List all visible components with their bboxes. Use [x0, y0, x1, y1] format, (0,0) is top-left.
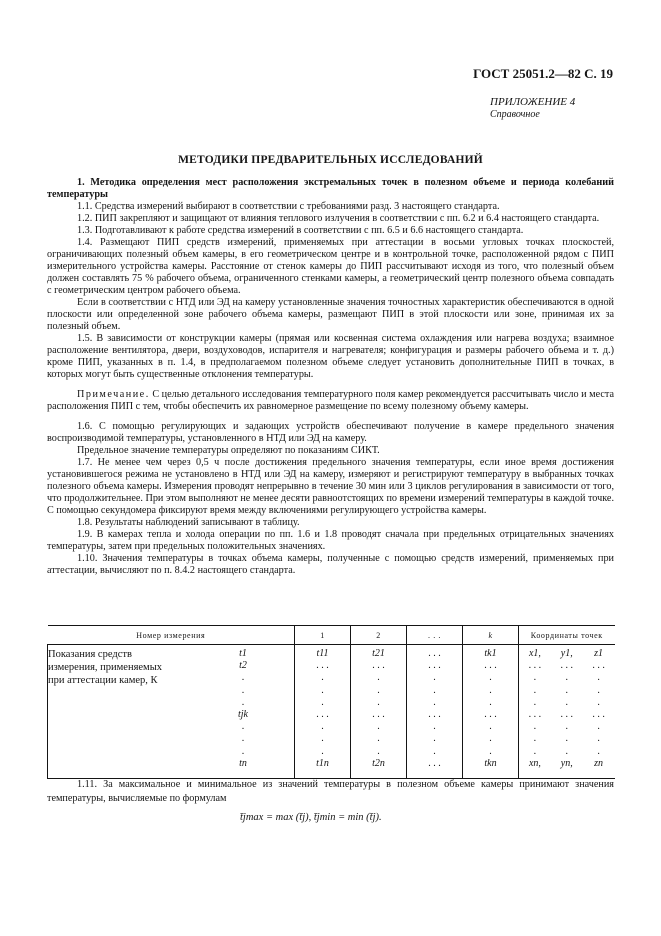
column-x [519, 645, 551, 770]
data-cell [463, 645, 519, 779]
table-value: . [321, 733, 324, 745]
table-value: . [565, 684, 568, 696]
table-value: . [489, 721, 492, 733]
header-cell: 2 [351, 626, 407, 645]
table-value: . . . [372, 708, 385, 720]
table-value: . [533, 745, 537, 757]
table-value: . . . [528, 708, 542, 720]
table-value: . [377, 684, 380, 696]
table-value: tkn [484, 757, 497, 769]
table-value: . [377, 721, 380, 733]
table-value: . . . [528, 660, 542, 672]
table-value: . . . [560, 660, 573, 672]
table-value: . [433, 672, 436, 684]
paragraph-1-11: 1.11. За максимальное и минимальное из значений температуры в полезном объеме камеры принимают значения температуры, вычисляемые по формулам [47, 779, 614, 804]
page-header: ГОСТ 25051.2—82 С. 19 [473, 66, 613, 81]
table-value: . . . [428, 648, 441, 659]
table-value: . [533, 721, 537, 733]
table-value: . . . [428, 660, 441, 672]
row-label: Показания средств измерения, применяемых при аттестации камер, К [48, 649, 163, 686]
header-cell: Номер измерения [48, 626, 295, 645]
table-value: . [597, 733, 600, 745]
header-cell: . . . [407, 626, 463, 645]
table-value: . . . [428, 757, 441, 769]
table-value: t21 [372, 648, 385, 659]
table-value: . [489, 733, 492, 745]
table-value: . [597, 684, 600, 696]
table-value: yn, [560, 757, 573, 769]
section-title: МЕТОДИКИ ПРЕДВАРИТЕЛЬНЫХ ИССЛЕДОВАНИЙ [178, 154, 483, 166]
table-value: . [433, 745, 436, 757]
paragraph: Предельное значение температуры определяют по показаниям СИКТ. [77, 445, 380, 456]
table-value: . [565, 745, 568, 757]
paragraph: 1.5. В зависимости от конструкции камеры (прямая или косвенная система охлаждения или нагрева воздуха; взаимное расположение вентилятора, двери, воздуховодов, испарителя и нагревателя; конфигурация и размеры рабочего объема и т. д.) кроме ПИП, указанных в п. 1.4, в предполагаемом полезном объеме следует установить дополнительные ПИП в точках, в которых могут быть существенные отклонения температуры. [47, 333, 614, 380]
column-z [583, 645, 615, 770]
table-value: . . . [592, 660, 605, 672]
table-value: . [565, 696, 568, 708]
table-value: . [377, 733, 380, 745]
table-value: . [241, 672, 245, 684]
table-value: . [241, 696, 245, 708]
table-value: . [565, 672, 568, 684]
paragraph: 1.7. Не менее чем через 0,5 ч после достижения предельного значения температуры, если иное время достижения установившегося режима не установлено в НТД или ЭД на камеру, измеряют и регистрируют температуру в выбранных точках полезного объема камеры. Измерения проводят непрерывно в течение 30 мин или 3 циклов регулирования в зависимости от того, что продолжительнее. При этом выполняют не менее десяти равноотстоящих по времени измерений температуры в каждой точке. С помощью секундомера фиксируют время между включениями регулирующего устройства камеры. [47, 457, 614, 516]
table-value: . [533, 684, 537, 696]
table-value: . . . [428, 708, 441, 720]
table-value: . [377, 745, 380, 757]
table-value: . [377, 696, 380, 708]
table-value: . [533, 672, 537, 684]
table-header-row [48, 626, 615, 645]
table-value: xn, [528, 757, 541, 769]
table-value: . [533, 696, 537, 708]
data-cell [351, 645, 407, 779]
paragraph: 1.9. В камерах тепла и холода операции по пп. 1.6 и 1.8 проводят сначала при предельных отрицательных значениях температуры, затем при предельных положительных значениях. [47, 529, 614, 552]
column-dots [407, 645, 462, 770]
table-value: . . . [592, 708, 605, 720]
table-value: . . . [484, 708, 497, 720]
table-value: . [597, 672, 600, 684]
header-cell: k [463, 626, 519, 645]
note-label: Примечание. [77, 389, 150, 400]
table-value: tjk [238, 708, 248, 720]
paragraph: 1.6. С помощью регулирующих и задающих устройств обеспечивают получение в камере предельного значения воспроизводимой температуры, установленного в НТД или ЭД на камеру. [47, 421, 614, 444]
appendix-title: ПРИЛОЖЕНИЕ 4 [490, 96, 576, 108]
table-value: . [597, 721, 600, 733]
table-value: . [597, 745, 600, 757]
table-value: . [489, 684, 492, 696]
table-value: . [241, 745, 245, 757]
table-value: . [321, 684, 324, 696]
coords-cell [519, 645, 615, 779]
measurement-table [47, 625, 615, 779]
table-value: . [489, 672, 492, 684]
paragraph: 1.8. Результаты наблюдений записывают в таблицу. [77, 517, 300, 528]
table-value: . [597, 696, 600, 708]
header-cell: Координаты точек [519, 626, 615, 645]
row-cell [48, 645, 295, 779]
table-value: . [433, 733, 436, 745]
coordinates [519, 645, 615, 770]
table-value: . [241, 721, 245, 733]
paragraph: Если в соответствии с НТД или ЭД на камеру установленные значения точностных характеристик обеспечиваются в одной плоскости или определенной зоне рабочего объема камеры, размещают ПИП в этой плоскости или зоне, принимая их за полезный объем. [47, 297, 614, 332]
table-value: . [321, 745, 324, 757]
table-value: . [241, 733, 245, 745]
table-value: . [533, 733, 537, 745]
formula: t̄jmax = max (t̄j), t̄jmin = min (t̄j). [240, 812, 382, 823]
table-value: . [433, 721, 436, 733]
data-cell [407, 645, 463, 779]
table-value: . [489, 745, 492, 757]
note-paragraph [47, 389, 614, 413]
table-value: . [321, 721, 324, 733]
table-value: tn [239, 757, 247, 769]
table-value: . [321, 696, 324, 708]
data-cell [295, 645, 351, 779]
index-column [233, 645, 253, 770]
appendix-subtitle: Справочное [490, 109, 540, 120]
column-1 [295, 645, 350, 770]
column-k [463, 645, 518, 770]
column-y [551, 645, 583, 770]
paragraph: 1.4. Размещают ПИП средств измерений, применяемых при аттестации в восьми угловых точках плоскостей, ограничивающих полезный объем камеры, в его геометрическом центре и в контрольной точке, расположенной рядом с ПИП измерительного устройства камеры. Расстояние от стенок камеры до ПИП рассчитывают исходя из того, что полезный объем должен составлять 75 % рабочего объема, ограниченного стенками камеры, а геометрический центр полезного объема совпадать с геометрическим центром рабочего объема. [47, 237, 614, 296]
table-value: t11 [316, 648, 329, 659]
table-value: t2n [372, 757, 385, 769]
table-value: x1, [528, 648, 541, 659]
paragraph: 1.1. Средства измерений выбирают в соответствии с требованиями разд. 3 настоящего стандарта. [77, 201, 500, 212]
table-value: . [433, 696, 436, 708]
table-value: . [377, 672, 380, 684]
header-cell: 1 [295, 626, 351, 645]
table-value: . . . [560, 708, 573, 720]
table-value: . [489, 696, 492, 708]
table-value: t1 [239, 648, 247, 659]
table-value: . . . [316, 708, 329, 720]
table-value: . [565, 733, 568, 745]
table-value: tk1 [484, 648, 497, 659]
table-value: y1, [560, 648, 573, 659]
paragraph-heading: 1. Методика определения мест расположения экстремальных точек в полезном объеме и периода колебаний температуры [47, 177, 614, 200]
body-text [47, 177, 614, 577]
table-value: t1n [316, 757, 329, 769]
table-value: . [565, 721, 568, 733]
table-value: . [241, 684, 245, 696]
table-value: . [321, 672, 324, 684]
paragraph: 1.3. Подготавливают к работе средства измерений в соответствии с пп. 6.5 и 6.6 настоящего стандарта. [77, 225, 524, 236]
table-value: zn [594, 757, 604, 769]
table-value: . . . [484, 660, 497, 672]
note-text: С целью детального исследования температурного поля камер рекомендуется рассчитывать число и места расположения ПИП с тем, чтобы обеспечить их равномерное размещение по всему полезному объему камеры. [47, 389, 614, 412]
table-row [48, 645, 615, 779]
table-value: z1 [594, 648, 604, 659]
table-value: . . . [316, 660, 329, 672]
table-value: . . . [372, 660, 385, 672]
column-2 [351, 645, 406, 770]
paragraph: 1.2. ПИП закрепляют и защищают от влияния теплового излучения в соответствии с пп. 6.2 и 6.4 настоящего стандарта. [77, 213, 600, 224]
table-value: . [433, 684, 436, 696]
paragraph: 1.10. Значения температуры в точках объема камеры, полученные с помощью средств измерений, применяемых при аттестации, вычисляют по п. 8.4.2 настоящего стандарта. [47, 553, 614, 576]
table-value: t2 [239, 660, 247, 672]
